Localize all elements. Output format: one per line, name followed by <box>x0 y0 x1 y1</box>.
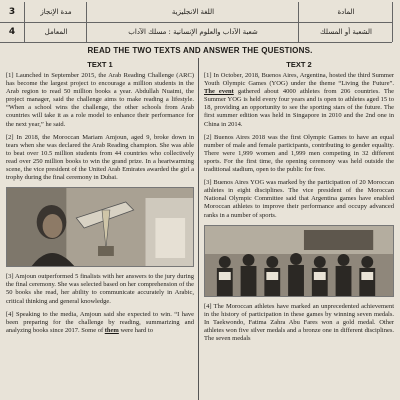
text1-paragraph-4 <box>6 311 194 335</box>
text2-paragraph-1 <box>204 72 394 129</box>
athletes-group-illustration <box>205 226 393 296</box>
subject-label: المادة <box>300 2 393 22</box>
text2-p1-start: [1] In October, 2018, Buenos Aires, Argentina, hosted the third Summer Youth Olympic Games (YOG) under the theme “Living the Future”. <box>204 72 394 88</box>
stream-name: شعبة الآداب والعلوم الإنسانية : مسلك الآداب <box>88 22 299 42</box>
text2-p1-end: gathered about 4000 athletes from 206 countries. The Summer YOG is held every four years and is open to athletes aged 15 to 18, providing an opportunity to see the sporting stars of the future. The first summer edition was held in Singapore in 2010 and the 2nd one in China in 2014. <box>204 88 394 128</box>
text2-column <box>200 58 398 400</box>
text1-p4-end: were hard to <box>118 326 153 334</box>
header-row-duration <box>0 2 392 23</box>
duration-value: 3 <box>0 2 25 22</box>
text1-p4-start: [4] Speaking to the media, Amjoun said she expected to win. “I have been preparing for the challenge by reading, summarizing and analyzing books since 2017. Some of <box>6 310 194 334</box>
stream-label: الشعبة أو المسلك <box>300 22 393 42</box>
text1-paragraph-1: [1] Launched in September 2015, the Arab Reading Challenge (ARC) has become the largest project to encourage a million students in the Arab region to read 50 million books a year. Abdullah Nuaimi, the project manager, said the challenge aims to make reading a lifestyle. “When a school wins the challenge, the other schools from Arab countries will take it as a role model to enhance their performance for the next year,” he said. <box>6 72 194 128</box>
girl-with-trophy-illustration <box>7 188 193 266</box>
instruction-heading: READ THE TWO TEXTS AND ANSWER THE QUESTIONS. <box>87 46 313 55</box>
text2-paragraph-4: [4] The Moroccan athletes have marked an unprecedented achievement in the history of participation in these games by winning seven medals. In Taekwondo, Fatima Zahra Abu Fares won a gold medal. Other athletes won five silver medals and a bronze one in different disciplines. The seven medals <box>204 302 394 342</box>
text1-title: TEXT 1 <box>87 60 113 69</box>
text1-paragraph-2: [2] In 2018, the Moroccan Mariam Amjoun, aged 9, broke down in tears when she was declared the Arab Reading champion. She was able to beat over 10.5 million students from 44 countries who collectively read over 250 million books to win the grand prize. In a heartwarming scene, the vice president of the United Arab Emirates awarded the girl a trophy during the final ceremony in Dubai. <box>6 133 194 182</box>
exam-header-table <box>0 0 392 43</box>
coefficient-label: المعامل <box>26 22 87 42</box>
reading-champion-photo <box>6 187 194 267</box>
text1-paragraph-3: [3] Amjoun outperformed 5 finalists with her answers to the jury during the final ceremony. She was selected based on her comprehension of the 50 books she read, her ability to communicate accurately in Arabic, critical thinking and general knowledge. <box>6 273 195 305</box>
subject-name: اللغة الانجليزية <box>88 2 299 22</box>
text1-underlined-them: them <box>104 326 119 334</box>
header-row-coefficient <box>0 22 392 43</box>
text2-paragraph-3: [3] Buenos Aires YOG was marked by the participation of 20 Moroccan athletes in eight disciplines. The vice president of the Moroccan National Olympic Committee said that Argentina games have enabled Moroccan athletes to improve their performance and occupy advanced ranks in a number of sports. <box>204 179 394 219</box>
text2-title: TEXT 2 <box>286 60 312 69</box>
duration-label: مدة الإنجاز <box>26 2 87 22</box>
moroccan-athletes-photo <box>204 225 394 297</box>
coefficient-value: 4 <box>0 22 25 42</box>
text2-paragraph-2: [2] Buenos Aires 2018 was the first Olympic Games to have an equal number of male and female participants, contributing to gender equality. There were 1,999 women and 1,999 men competing in 32 different sports. For the first time, the opening ceremony was held outside the traditional stadium, open to the public for free. <box>204 133 394 174</box>
text2-underlined-the-event: The event <box>204 88 234 96</box>
text1-column <box>2 58 199 400</box>
